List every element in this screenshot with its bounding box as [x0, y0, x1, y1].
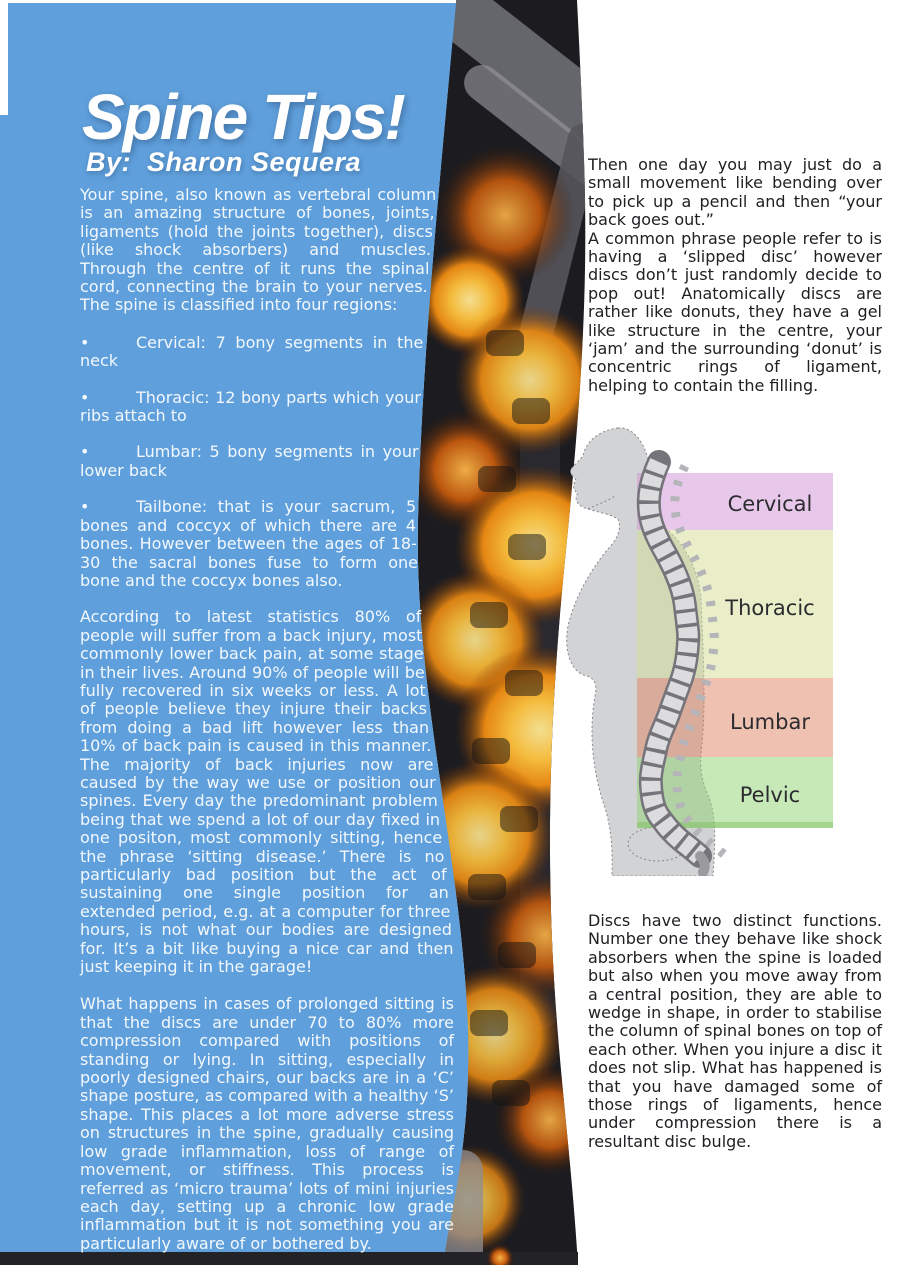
bullet-thoracic-text: Thoracic: 12 bony parts which your ribs attach to: [80, 387, 421, 426]
paragraph-sitting: What happens in cases of prolonged sitting is that the discs are under 70 to 80% more compression compared with positions of standing or lying. In sitting, especially in poorly designed chairs, our backs are in a ‘C’ shape posture, as compared with a healthy ‘S’ shape. This places a lot more adverse stress on structures in the spine, gradually causing low grade inflammation, loss of range of movement, or stiffness. This process is referred as ‘micro trauma’ lots of mini injuries each day, setting up a chronic low grade inflammation but it is not something you are particularly aware of or bothered by.: [80, 994, 454, 1253]
label-lumbar: Lumbar: [730, 710, 810, 734]
byline: By: Sharon Sequera: [86, 147, 362, 177]
right-column-top: [588, 156, 882, 395]
paragraph-disc-functions: Discs have two distinct functions. Number one they behave like shock absorbers when the spine is loaded but also when you move away from a central position, they are able to wedge in shape, in order to stabilise the column of spinal bones on top of each other. When you injure a disc it does not slip. What has happened is that you have damaged some of those rings of ligaments, hence under compression there is a resultant disc bulge.: [588, 911, 882, 1151]
page-title: Spine Tips!: [82, 81, 404, 153]
paragraph-statistics: According to latest statistics 80% of people will suffer from a back injury, most commonly lower back pain, at some stage in their lives. Around 90% of people will be fully recovered in six weeks or less. A lot of people believe they injure their backs from doing a bad lift however less than 10% of back pain is caused in this manner. The majority of back injuries now are caused by the way we use or position our spines. Every day the predominant problem being that we spend a lot of our day fixed in one positon, most commonly sitting, hence the phrase ‘sitting disease.’ There is no particularly bad position but the act of sustaining one single position for an extended period, e.g. at a computer for three hours, is not what our bodies are designed for. It’s a bit like buying a nice car and then just keeping it in the garage!: [80, 607, 454, 977]
left-column: [80, 185, 454, 1253]
spine-diagram: [563, 424, 835, 876]
bullet-icon: •: [80, 497, 90, 517]
spine-diagram-image: [563, 424, 835, 876]
paragraph-slipped-disc: A common phrase people refer to is having a ‘slipped disc’ however discs don’t just randomly decide to pop out! Anatomically discs are rather like donuts, they have a gel like structure in the centre, your ‘jam’ and the surrounding ‘donut’ is concentric rings of ligament, helping to contain the filling.: [588, 228, 882, 395]
label-pelvic: Pelvic: [739, 783, 801, 807]
paragraph-intro: Your spine, also known as vertebral column is an amazing structure of bones, joints, ligaments (hold the joints together), discs (like shock absorbers) and muscles. Through the centre of it runs the spinal cord, connecting the brain to your nerves. The spine is classified into four regions:: [80, 185, 437, 315]
bullet-tailbone-text: Tailbone: that is your sacrum, 5 bones and coccyx of which there are 4 bones. However between the ages of 18-30 the sacral bones fuse to form one bone and the coccyx bones also.: [80, 497, 418, 590]
paragraph-bending: Then one day you may just do a small movement like bending over to pick up a pencil and then “your back goes out.”: [588, 155, 882, 230]
label-cervical: Cervical: [727, 492, 813, 516]
right-column-bottom: [588, 912, 882, 1151]
bullet-icon: •: [80, 387, 90, 407]
bullet-cervical-text: Cervical: 7 bony segments in the neck: [80, 332, 424, 371]
label-thoracic: Thoracic: [725, 596, 815, 620]
bullet-icon: •: [80, 442, 90, 462]
bullet-icon: •: [80, 332, 90, 352]
bullet-lumbar-text: Lumbar: 5 bony segments in your lower back: [80, 442, 419, 480]
